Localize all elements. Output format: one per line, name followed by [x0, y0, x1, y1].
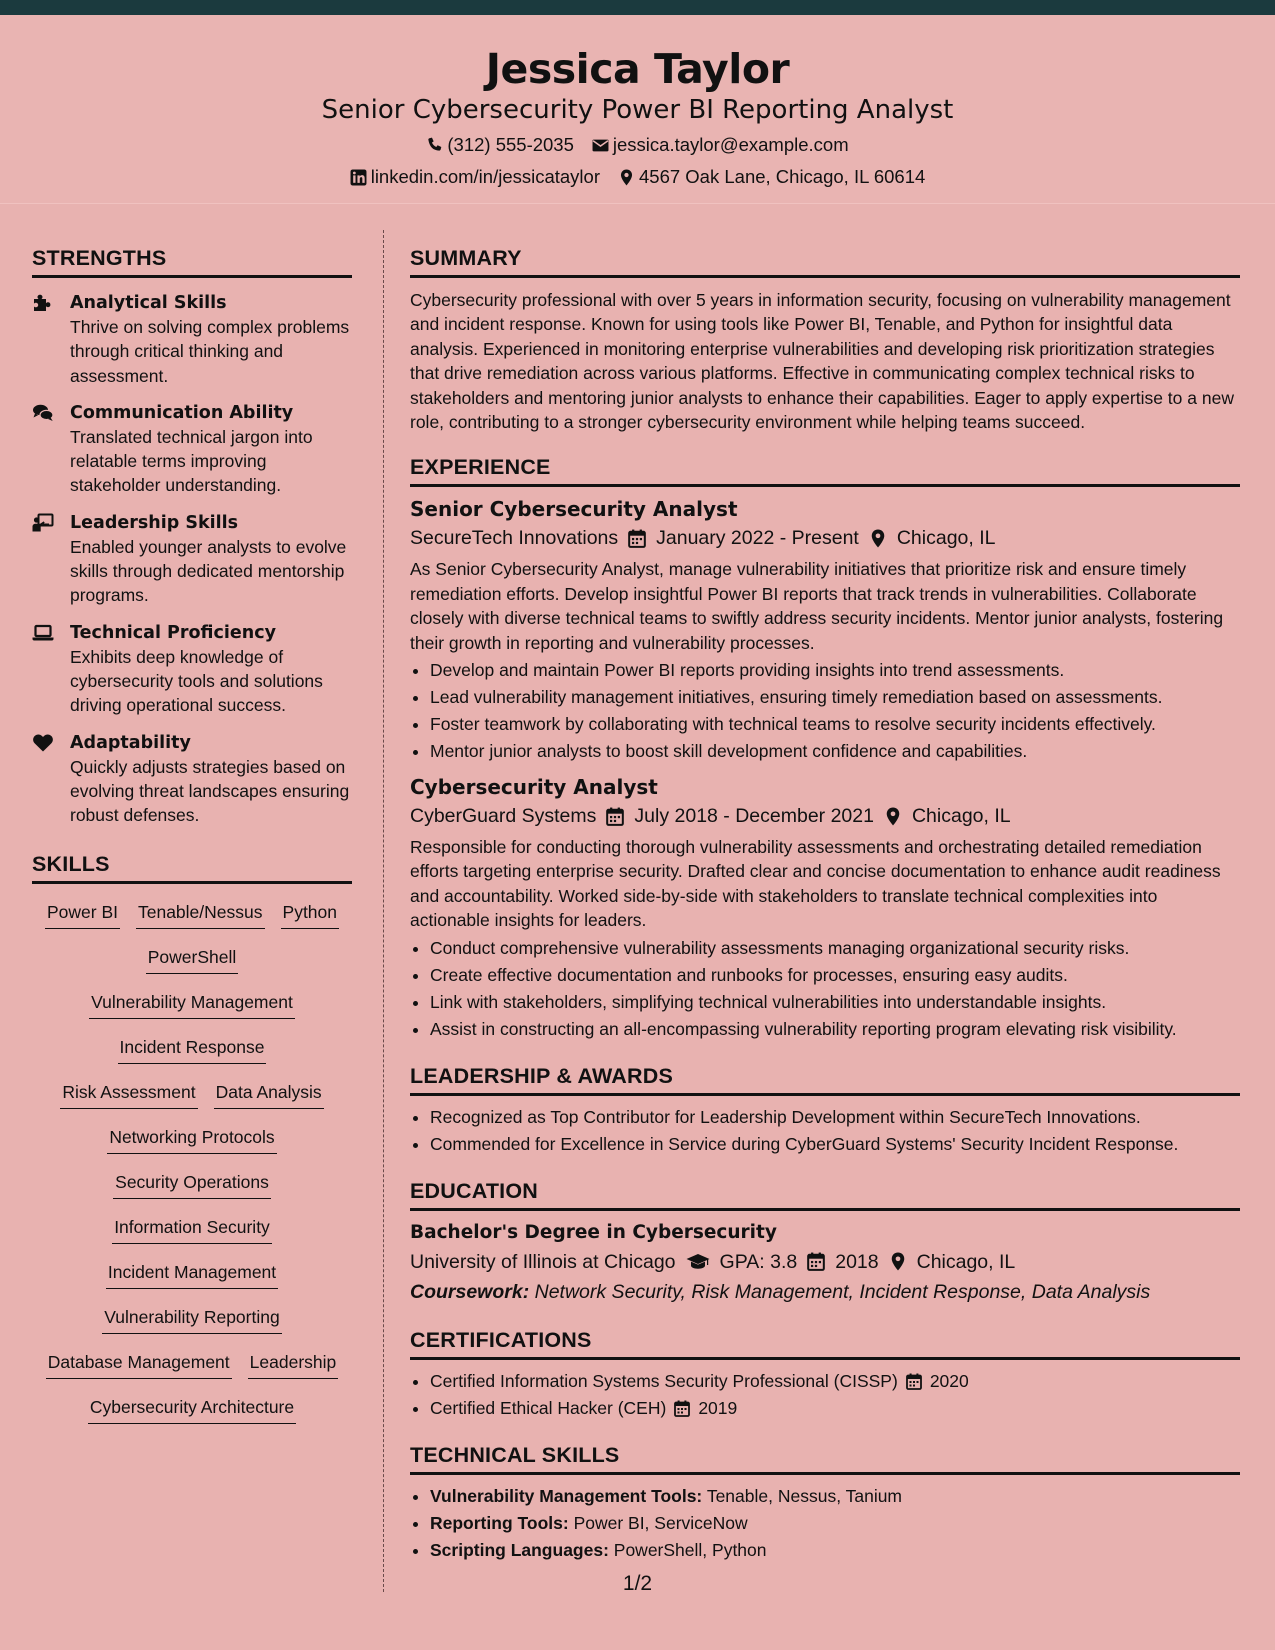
job-bullet: • Conduct comprehensive vulnerability assessments managing organizational security risks.: [430, 935, 1240, 962]
skills-row: [32, 1170, 352, 1215]
skill-tag: Power BI: [45, 900, 120, 929]
skill-tag: Python: [281, 900, 339, 929]
skill-tag: Cybersecurity Architecture: [88, 1395, 296, 1424]
leadership-list: [410, 1104, 1240, 1158]
job-bullet: • Link with stakeholders, simplifying technical vulnerabilities into understandable insights.: [430, 989, 1240, 1016]
job-title: Senior Cybersecurity Analyst: [410, 497, 738, 522]
job-bullets: [410, 657, 1240, 765]
strength-item: [32, 291, 352, 388]
experience-section: [410, 454, 1240, 1042]
phone-icon: [426, 137, 443, 154]
address-contact: [618, 165, 925, 189]
skill-tag: Tenable/Nessus: [136, 900, 265, 929]
linkedin-text[interactable]: linkedin.com/in/jessicataylor: [370, 166, 600, 187]
technical-skill-value: PowerShell, Python: [613, 1539, 767, 1560]
technical-skill-item: [430, 1537, 1240, 1564]
job-bullet: • Lead vulnerability management initiatives, ensuring timely remediation based on assessments.: [430, 684, 1240, 711]
graduation-year: 2018: [835, 1250, 879, 1273]
top-accent-bar: [0, 0, 1275, 15]
contact-row-2: [0, 165, 1275, 189]
skill-tag: Incident Response: [118, 1035, 267, 1064]
technical-skill-value: Tenable, Nessus, Tanium: [706, 1485, 903, 1506]
map-marker-icon: [884, 807, 902, 826]
summary-text: Cybersecurity professional with over 5 years in information security, focusing on vulnerability management and incident response. Known for using tools like Power BI, Tenable, and Python for insightful data analysis. Experienced in monitoring enterprise vulnerabilities and developing risk prioritization strategies that drive remediation across various platforms. Effective in communicating complex technical risks to stakeholders and mentoring junior analysts to enhance their capabilities. Eager to apply expertise to a new role, contributing to a stronger cybersecurity environment while helping teams succeed.: [410, 290, 1234, 433]
skill-tag: Vulnerability Reporting: [102, 1305, 281, 1334]
skill-tag: Networking Protocols: [107, 1125, 276, 1154]
calendar-icon: [906, 1373, 922, 1390]
job-meta: [410, 523, 1240, 553]
skills-row: [32, 1350, 352, 1395]
leadership-item: • Commended for Excellence in Service during CyberGuard Systems' Security Incident Response.: [430, 1131, 1240, 1158]
strength-description: Quickly adjusts strategies based on evolving threat landscapes ensuring robust defenses.: [70, 756, 350, 826]
strength-item: [32, 731, 352, 828]
strength-description: Thrive on solving complex problems through critical thinking and assessment.: [70, 317, 350, 386]
job-location: Chicago, IL: [911, 805, 1011, 828]
job-bullet: • Mentor junior analysts to boost skill development confidence and capabilities.: [430, 738, 1240, 765]
job-bullet: • Foster teamwork by collaborating with technical teams to resolve security incidents effectively.: [430, 711, 1240, 738]
technical-skill-label: Vulnerability Management Tools:: [430, 1485, 703, 1506]
address-text: 4567 Oak Lane, Chicago, IL 60614: [639, 166, 926, 187]
leadership-item: • Recognized as Top Contributor for Leadership Development within SecureTech Innovations.: [430, 1104, 1240, 1131]
candidate-title: Senior Cybersecurity Power BI Reporting Analyst: [321, 95, 954, 125]
comments-icon: [32, 403, 54, 423]
education-section: [410, 1178, 1240, 1307]
skills-row: [32, 1215, 352, 1260]
job-bullet: • Develop and maintain Power BI reports providing insights into trend assessments.: [430, 657, 1240, 684]
technical-skill-label: Scripting Languages:: [430, 1539, 609, 1560]
envelope-icon: [592, 137, 609, 154]
chalkboard-teacher-icon: [32, 513, 54, 533]
page-number: 1/2: [622, 1572, 653, 1595]
gpa-text: GPA: 3.8: [719, 1250, 798, 1273]
skills-row: [32, 945, 352, 990]
certifications-heading: CERTIFICATIONS: [410, 1327, 1240, 1360]
job-description: As Senior Cybersecurity Analyst, manage vulnerability initiatives that prioritize risk and ensure timely remediation efforts. Develop insightful Power BI reports that track trends in vulnerabilities. Collaborate closely with diverse technical teams to swiftly address security incidents. Mentor junior analysts, fostering their growth in reporting and vulnerability processes.: [410, 559, 1224, 653]
skill-tag: Incident Management: [106, 1260, 278, 1289]
certification-item: [430, 1368, 1240, 1395]
technical-skill-item: [430, 1510, 1240, 1537]
job-entry: [410, 495, 1240, 765]
job-location: Chicago, IL: [896, 527, 996, 550]
linkedin-icon: [350, 169, 367, 186]
laptop-icon: [32, 623, 54, 643]
summary-heading: SUMMARY: [410, 245, 1240, 278]
skills-row: [32, 900, 352, 945]
job-meta: [410, 801, 1240, 831]
strengths-heading: STRENGTHS: [32, 245, 352, 278]
leadership-heading: LEADERSHIP & AWARDS: [410, 1063, 1240, 1096]
skill-tag: Database Management: [46, 1350, 232, 1379]
strength-item: [32, 621, 352, 718]
skills-heading: SKILLS: [32, 851, 352, 884]
job-description: Responsible for conducting thorough vulnerability assessments and orchestrating detailed remediation efforts targeting enterprise security. Drafted clear and concise documentation to enhance audit readiness and accountability. Worked side-by-side with stakeholders to translate technical complexities into actionable insights for leaders.: [410, 837, 1221, 931]
resume-header: [0, 15, 1275, 204]
skills-row: [32, 1080, 352, 1125]
certification-name: • Certified Ethical Hacker (CEH): [430, 1397, 667, 1418]
job-bullets: [410, 935, 1240, 1043]
job-bullet: • Assist in constructing an all-encompassing vulnerability reporting program elevating risk visibility.: [430, 1016, 1240, 1043]
education-meta: [410, 1247, 1240, 1277]
skills-row: [32, 1125, 352, 1170]
right-column: [410, 245, 1240, 1564]
technical-skill-label: Reporting Tools:: [430, 1512, 569, 1533]
strength-title: Leadership Skills: [70, 512, 239, 533]
graduation-cap-icon: [686, 1252, 710, 1271]
strength-item: [32, 511, 352, 608]
technical-skills-list: [410, 1483, 1240, 1564]
leadership-section: [410, 1063, 1240, 1158]
strength-description: Translated technical jargon into relatable terms improving stakeholder understanding.: [70, 426, 313, 496]
school-name: University of Illinois at Chicago: [410, 1250, 676, 1273]
map-marker-icon: [889, 1252, 907, 1271]
skills-row: [32, 990, 352, 1035]
strength-item: [32, 401, 352, 498]
phone-text: (312) 555-2035: [447, 134, 574, 155]
company-name: CyberGuard Systems: [410, 805, 597, 828]
job-bullet: • Create effective documentation and runbooks for processes, ensuring easy audits.: [430, 962, 1240, 989]
experience-heading: EXPERIENCE: [410, 454, 1240, 487]
email-text[interactable]: jessica.taylor@example.com: [612, 134, 849, 155]
calendar-icon: [807, 1252, 825, 1271]
linkedin-contact[interactable]: [350, 165, 600, 189]
certification-name: • Certified Information Systems Security Professional (CISSP): [430, 1370, 898, 1391]
technical-skills-heading: TECHNICAL SKILLS: [410, 1442, 1240, 1475]
certification-year: 2019: [698, 1397, 738, 1418]
contact-row-1: [0, 133, 1275, 157]
technical-skills-section: [410, 1442, 1240, 1564]
calendar-icon: [606, 807, 624, 826]
coursework-text: Network Security, Risk Management, Incident Response, Data Analysis: [534, 1280, 1151, 1303]
skills-list: [32, 900, 352, 1440]
certification-item: [430, 1395, 1240, 1422]
skill-tag: Risk Assessment: [60, 1080, 197, 1109]
skill-tag: PowerShell: [146, 945, 239, 974]
strength-title: Adaptability: [70, 732, 191, 753]
education-heading: EDUCATION: [410, 1178, 1240, 1211]
technical-skill-item: [430, 1483, 1240, 1510]
strength-description: Enabled younger analysts to evolve skills through dedicated mentorship programs.: [70, 536, 347, 606]
puzzle-icon: [32, 293, 54, 313]
skills-row: [32, 1305, 352, 1350]
calendar-icon: [628, 529, 646, 548]
coursework-line: [410, 1277, 1240, 1307]
column-divider: [383, 230, 384, 1592]
company-name: SecureTech Innovations: [410, 527, 619, 550]
map-marker-icon: [869, 529, 887, 548]
skill-tag: Information Security: [112, 1215, 272, 1244]
strength-description: Exhibits deep knowledge of cybersecurity tools and solutions driving operational success.: [70, 646, 323, 716]
left-column: [32, 245, 352, 1440]
email-contact[interactable]: [592, 133, 849, 157]
strength-title: Communication Ability: [70, 402, 294, 423]
map-marker-icon: [618, 169, 635, 186]
skills-row: [32, 1395, 352, 1440]
skill-tag: Vulnerability Management: [89, 990, 295, 1019]
phone-contact: [426, 133, 574, 157]
skill-tag: Security Operations: [113, 1170, 271, 1199]
certifications-section: [410, 1327, 1240, 1422]
calendar-icon: [674, 1400, 690, 1417]
skills-row: [32, 1035, 352, 1080]
job-title: Cybersecurity Analyst: [410, 775, 658, 800]
technical-skill-value: Power BI, ServiceNow: [573, 1512, 748, 1533]
coursework-label: Coursework:: [410, 1280, 530, 1303]
certifications-list: [410, 1368, 1240, 1422]
skill-tag: Data Analysis: [214, 1080, 324, 1109]
candidate-name: Jessica Taylor: [485, 45, 790, 93]
job-dates: July 2018 - December 2021: [634, 805, 874, 828]
job-entry: [410, 773, 1240, 1043]
strength-title: Technical Proficiency: [70, 622, 276, 643]
degree-title: Bachelor's Degree in Cybersecurity: [410, 1221, 777, 1243]
school-location: Chicago, IL: [916, 1250, 1016, 1273]
job-dates: January 2022 - Present: [656, 527, 859, 550]
certification-year: 2020: [929, 1370, 969, 1391]
skill-tag: Leadership: [248, 1350, 339, 1379]
skills-row: [32, 1260, 352, 1305]
heart-icon: [32, 733, 54, 753]
strength-title: Analytical Skills: [70, 293, 227, 313]
